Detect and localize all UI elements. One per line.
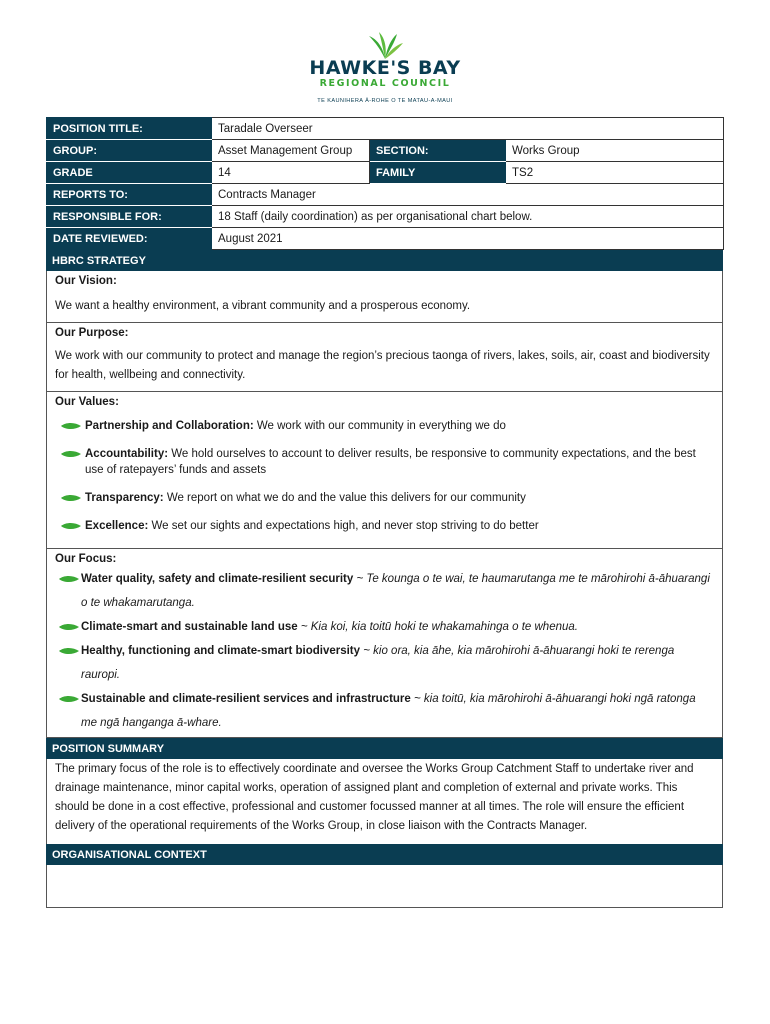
value-title: Partnership and Collaboration: xyxy=(85,420,254,432)
value-text: We set our sights and expectations high, and never stop striving to do better xyxy=(148,520,539,532)
leaf-bullet-icon xyxy=(59,623,79,631)
logo-line-2: REGIONAL COUNCIL xyxy=(319,78,451,89)
vision-heading: Our Vision: xyxy=(55,275,117,287)
value-text: We work with our community in everything we do xyxy=(253,420,506,432)
value-item xyxy=(55,518,714,534)
strategy-bar: HBRC STRATEGY xyxy=(46,250,723,271)
values-heading: Our Values: xyxy=(55,396,119,408)
fern-leaves-icon xyxy=(363,30,407,60)
value-title: Accountability: xyxy=(85,448,169,460)
purpose-heading: Our Purpose: xyxy=(55,327,129,339)
position-summary-text: The primary focus of the role is to effectively coordinate and oversee the Works Group Catchment Staff to undertake river and drainage maintenance, minor capital works, operation of assigned plant and completion of external and private works. This should be done in a cost effective, professional and customer focussed manner at all times. The role will ensure the efficient delivery of the operational requirements of the Works Group, in close liaison with the Contracts Manager. xyxy=(46,759,723,844)
focus-text: ~ Te kounga o te wai, te haumarutanga me te mārohirohi ā-āhuarangi o te whakamarutanga. xyxy=(81,573,710,609)
position-title-value: Taradale Overseer xyxy=(212,118,724,140)
focus-text: ~ kio ora, kia āhe, kia mārohirohi ā-āhuarangi hoki te rerenga rauropi. xyxy=(81,645,675,681)
value-item xyxy=(55,418,714,434)
group-value: Asset Management Group xyxy=(212,140,370,162)
value-text: We hold ourselves to account to deliver results, be responsive to community expectations, and the best use of ratepayers’ funds and assets xyxy=(85,448,696,476)
focus-item xyxy=(55,687,714,735)
focus-section xyxy=(46,549,723,738)
leaf-bullet-icon xyxy=(61,494,81,502)
focus-text: ~ Kia koi, kia toitū hoki te whakamahinga o te whenua. xyxy=(297,621,578,633)
hbrc-logo xyxy=(300,30,470,112)
focus-title: Climate-smart and sustainable land use xyxy=(81,621,298,633)
purpose-section xyxy=(46,323,723,392)
focus-item xyxy=(55,615,714,639)
leaf-bullet-icon xyxy=(59,695,79,703)
section-label: SECTION: xyxy=(370,140,506,162)
focus-item xyxy=(55,567,714,615)
logo-line-1: HAWKE'S BAY xyxy=(309,57,461,79)
value-title: Excellence: xyxy=(85,520,149,532)
date-reviewed-value: August 2021 xyxy=(212,228,724,250)
focus-heading: Our Focus: xyxy=(55,553,117,565)
family-value: TS2 xyxy=(506,162,724,184)
focus-title: Water quality, safety and climate-resilient security xyxy=(81,573,354,585)
organisational-context-bar: ORGANISATIONAL CONTEXT xyxy=(46,844,723,865)
focus-text: ~ kia toitū, kia mārohirohi ā-āhuarangi hoki ngā ratonga me ngā hanganga ā-whare. xyxy=(81,693,696,729)
purpose-text: We work with our community to protect and manage the region’s precious taonga of rivers, lakes, soils, air, coast and biodiversity for health, wellbeing and connectivity. xyxy=(55,350,710,381)
value-item xyxy=(55,446,714,478)
leaf-bullet-icon xyxy=(61,450,81,458)
section-value: Works Group xyxy=(506,140,724,162)
family-label: FAMILY xyxy=(370,162,506,184)
position-description xyxy=(46,117,723,908)
vision-section xyxy=(46,271,723,323)
reports-to-label: REPORTS TO: xyxy=(47,184,212,206)
responsible-for-value: 18 Staff (daily coordination) as per organisational chart below. xyxy=(212,206,724,228)
group-label: GROUP: xyxy=(47,140,212,162)
date-reviewed-label: DATE REVIEWED: xyxy=(47,228,212,250)
leaf-bullet-icon xyxy=(61,522,81,530)
grade-value: 14 xyxy=(212,162,370,184)
reports-to-value: Contracts Manager xyxy=(212,184,724,206)
position-title-label: POSITION TITLE: xyxy=(47,118,212,140)
responsible-for-label: RESPONSIBLE FOR: xyxy=(47,206,212,228)
vision-text: We want a healthy environment, a vibrant community and a prosperous economy. xyxy=(55,300,471,312)
leaf-bullet-icon xyxy=(59,575,79,583)
leaf-bullet-icon xyxy=(61,422,81,430)
grade-label: GRADE xyxy=(47,162,212,184)
leaf-bullet-icon xyxy=(59,647,79,655)
position-summary-bar: POSITION SUMMARY xyxy=(46,738,723,759)
values-section xyxy=(46,392,723,549)
focus-title: Healthy, functioning and climate-smart biodiversity xyxy=(81,645,361,657)
value-title: Transparency: xyxy=(85,492,164,504)
value-item xyxy=(55,490,714,506)
focus-item xyxy=(55,639,714,687)
logo-line-3: TE KAUNIHERA Ā-ROHE O TE MATAU-A-MAUI xyxy=(317,98,453,104)
organisational-context-box xyxy=(46,865,723,908)
focus-title: Sustainable and climate-resilient services and infrastructure xyxy=(81,693,411,705)
header-table xyxy=(46,117,724,250)
value-text: We report on what we do and the value this delivers for our community xyxy=(163,492,526,504)
